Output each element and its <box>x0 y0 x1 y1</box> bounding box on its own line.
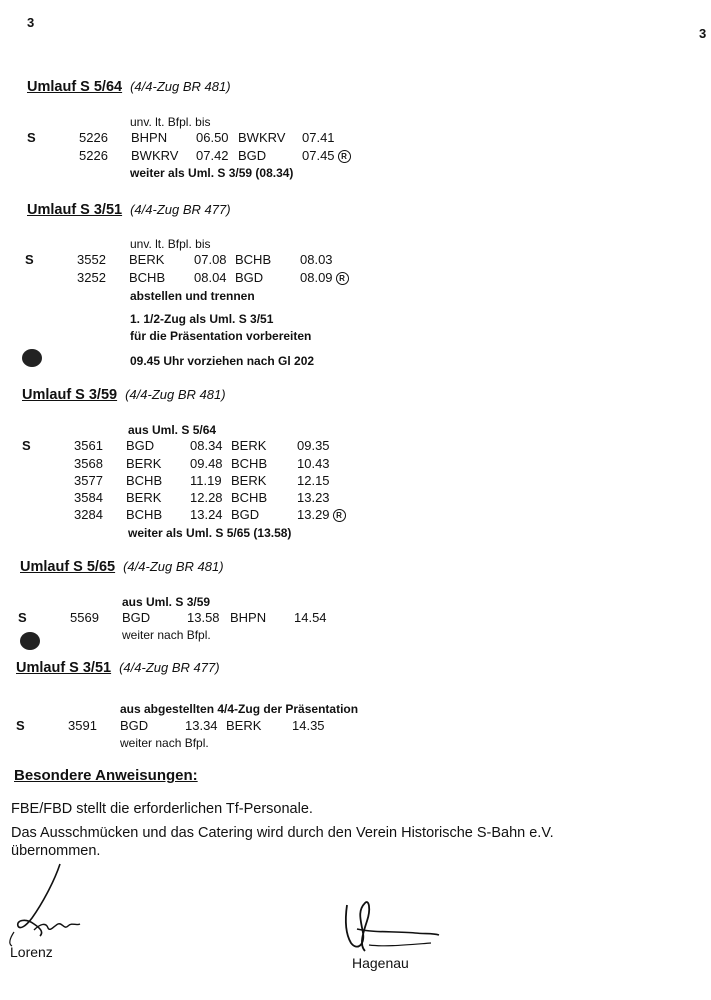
departure-time: 08.34 <box>190 438 223 453</box>
to-station: BERK <box>231 473 267 488</box>
departure-time: 11.19 <box>190 473 222 488</box>
section-pre-note: aus Uml. S 3/59 <box>122 595 211 609</box>
train-number: 3584 <box>74 490 103 505</box>
train-type: S <box>18 610 27 625</box>
departure-time: 13.58 <box>187 610 220 625</box>
arrival-time: 13.29 R <box>297 507 346 522</box>
arrival-time: 08.03 <box>300 252 333 267</box>
from-station: BCHB <box>129 270 166 285</box>
section-heading <box>16 659 220 677</box>
train-number: 3561 <box>74 438 103 453</box>
section-heading <box>27 201 231 219</box>
punch-hole-icon <box>20 632 40 650</box>
to-station: BERK <box>231 438 267 453</box>
section-post-note: weiter als Uml. S 5/65 (13.58) <box>128 526 292 540</box>
from-station: BWKRV <box>131 148 179 163</box>
from-station: BGD <box>126 438 155 453</box>
train-type: S <box>16 718 25 733</box>
departure-time: 09.48 <box>190 456 223 471</box>
signature-left-icon <box>4 860 100 950</box>
page-number-right: 3 <box>699 26 707 41</box>
to-station: BGD <box>238 148 267 163</box>
section-pre-note: unv. lt. Bfpl. bis <box>130 237 211 251</box>
train-number: 5226 <box>79 148 108 163</box>
registered-mark-icon: R <box>336 272 349 285</box>
section-subtitle: (4/4-Zug BR 477) <box>119 660 220 675</box>
section-heading <box>20 558 224 576</box>
section-title: Umlauf S 3/51 <box>16 660 112 676</box>
registered-mark-icon: R <box>333 509 346 522</box>
section-post-note: für die Präsentation vorbereiten <box>130 329 312 343</box>
from-station: BERK <box>126 490 162 505</box>
from-station: BCHB <box>126 473 163 488</box>
train-type: S <box>22 438 31 453</box>
arrival-time: 07.41 <box>302 130 335 145</box>
section-heading <box>27 78 231 96</box>
train-number: 3252 <box>77 270 106 285</box>
departure-time: 13.34 <box>185 718 218 733</box>
arrival-time: 13.23 <box>297 490 330 505</box>
section-subtitle: (4/4-Zug BR 477) <box>130 202 231 217</box>
section-heading <box>22 386 226 404</box>
section-post-note: weiter als Uml. S 3/59 (08.34) <box>130 166 294 180</box>
arrival-time: 09.35 <box>297 438 330 453</box>
punch-hole-icon <box>22 349 42 367</box>
train-number: 5569 <box>70 610 99 625</box>
arrival-time: 07.45 R <box>302 148 351 163</box>
signature-right-icon <box>335 893 445 963</box>
train-type: S <box>25 252 34 267</box>
arrival-time: 08.09 R <box>300 270 349 285</box>
arrival-time: 12.15 <box>297 473 330 488</box>
arrival-time: 14.54 <box>294 610 327 625</box>
departure-time: 12.28 <box>190 490 223 505</box>
train-type: S <box>27 130 36 145</box>
to-station: BCHB <box>235 252 272 267</box>
section-title: Umlauf S 5/64 <box>27 79 123 95</box>
to-station: BCHB <box>231 456 268 471</box>
from-station: BGD <box>120 718 149 733</box>
from-station: BCHB <box>126 507 163 522</box>
to-station: BGD <box>231 507 260 522</box>
section-pre-note: unv. lt. Bfpl. bis <box>130 115 211 129</box>
departure-time: 08.04 <box>194 270 227 285</box>
train-number: 3284 <box>74 507 103 522</box>
to-station: BGD <box>235 270 264 285</box>
departure-time: 13.24 <box>190 507 223 522</box>
train-number: 3568 <box>74 456 103 471</box>
from-station: BERK <box>126 456 162 471</box>
section-post-note: weiter nach Bfpl. <box>120 736 209 750</box>
from-station: BERK <box>129 252 165 267</box>
train-number: 5226 <box>79 130 108 145</box>
section-post-note: 09.45 Uhr vorziehen nach Gl 202 <box>130 354 315 368</box>
train-number: 3552 <box>77 252 106 267</box>
to-station: BHPN <box>230 610 267 625</box>
section-pre-note: aus abgestellten 4/4-Zug der Präsentation <box>120 702 359 716</box>
section-post-note: 1. 1/2-Zug als Uml. S 3/51 <box>130 312 274 326</box>
registered-mark-icon: R <box>338 150 351 163</box>
special-instructions-line: Das Ausschmücken und das Catering wird durch den Verein Historische S-Bahn e.V. <box>11 825 554 841</box>
departure-time: 06.50 <box>196 130 229 145</box>
arrival-time: 10.43 <box>297 456 330 471</box>
arrival-time: 14.35 <box>292 718 325 733</box>
page-number-left: 3 <box>27 15 35 30</box>
departure-time: 07.08 <box>194 252 227 267</box>
section-title: Umlauf S 3/51 <box>27 202 123 218</box>
section-subtitle: (4/4-Zug BR 481) <box>130 79 231 94</box>
to-station: BCHB <box>231 490 268 505</box>
section-subtitle: (4/4-Zug BR 481) <box>125 387 226 402</box>
special-instructions-title: Besondere Anweisungen: <box>14 767 198 784</box>
section-post-note: weiter nach Bfpl. <box>122 628 211 642</box>
special-instructions-line: übernommen. <box>11 843 101 859</box>
section-title: Umlauf S 5/65 <box>20 559 116 575</box>
section-post-note: abstellen und trennen <box>130 289 255 303</box>
special-instructions-line: FBE/FBD stellt die erforderlichen Tf-Personale. <box>11 801 313 817</box>
from-station: BGD <box>122 610 151 625</box>
to-station: BERK <box>226 718 262 733</box>
section-pre-note: aus Uml. S 5/64 <box>128 423 217 437</box>
signature-name-left: Lorenz <box>10 944 53 960</box>
signature-name-right: Hagenau <box>352 955 409 971</box>
to-station: BWKRV <box>238 130 286 145</box>
section-title: Umlauf S 3/59 <box>22 387 118 403</box>
from-station: BHPN <box>131 130 168 145</box>
train-number: 3591 <box>68 718 97 733</box>
section-subtitle: (4/4-Zug BR 481) <box>123 559 224 574</box>
train-number: 3577 <box>74 473 103 488</box>
departure-time: 07.42 <box>196 148 229 163</box>
